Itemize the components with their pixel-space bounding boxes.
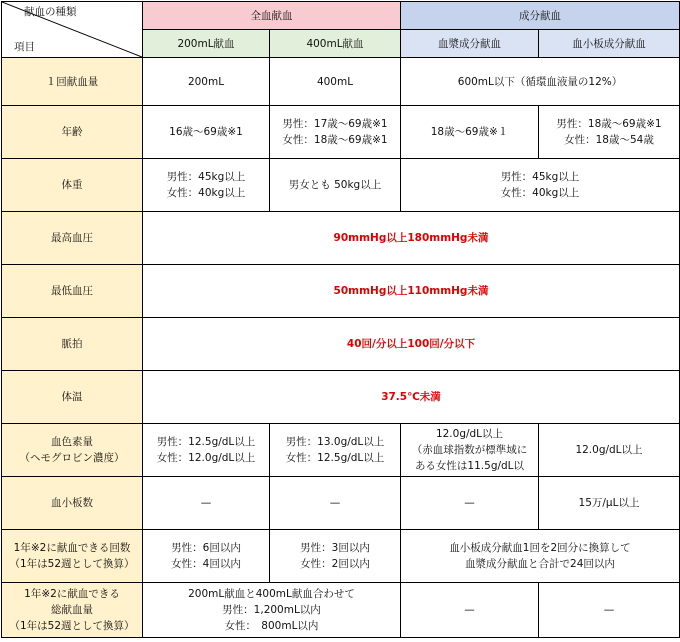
donation-type-heading: 献血の種類 <box>24 6 77 18</box>
header-corner-cell <box>2 2 143 58</box>
table-row <box>2 212 680 265</box>
table-row <box>2 318 680 371</box>
cell-value: 200mL <box>143 58 270 106</box>
cell-value: 400mL <box>270 58 401 106</box>
row-label: １回献血量 <box>2 58 143 106</box>
header-400ml: 400mL献血 <box>270 30 401 58</box>
table-row <box>2 371 680 424</box>
row-label: 血色素量 （ヘモグロビン濃度） <box>2 424 143 477</box>
cell-value: 男女とも 50kg以上 <box>270 159 401 212</box>
cell-value: — <box>143 477 270 530</box>
row-label: 脈拍 <box>2 318 143 371</box>
table-row <box>2 58 680 106</box>
row-label: 年齢 <box>2 106 143 159</box>
whole-blood-header: 全血献血 <box>143 2 401 30</box>
cell-value: — <box>539 583 680 638</box>
table-row <box>2 159 680 212</box>
cell-value: 男性：17歳～69歳※1 女性：18歳～69歳※1 <box>270 106 401 159</box>
cell-value: 12.0g/dL以上 （赤血球指数が標準域に ある女性は11.5g/dL以 <box>401 424 539 477</box>
cell-value: 90mmHg以上180mmHg未満 <box>143 212 680 265</box>
table-row <box>2 583 680 638</box>
row-label: 1年※2に献血できる回数 （1年は52週として換算） <box>2 530 143 583</box>
header-plasma: 血漿成分献血 <box>401 30 539 58</box>
table-row <box>2 106 680 159</box>
cell-value: — <box>401 583 539 638</box>
header-200ml: 200mL献血 <box>143 30 270 58</box>
cell-value: 50mmHg以上110mmHg未満 <box>143 265 680 318</box>
row-label: 最高血圧 <box>2 212 143 265</box>
cell-value: 200mL献血と400mL献血合わせて 男性：1,200mL以内 女性： 800mL以内 <box>143 583 401 638</box>
item-heading: 項目 <box>14 41 35 53</box>
cell-value: 男性：3回以内 女性：2回以内 <box>270 530 401 583</box>
cell-value: — <box>270 477 401 530</box>
component-header: 成分献血 <box>401 2 680 30</box>
cell-value: 男性：13.0g/dL以上 女性：12.5g/dL以上 <box>270 424 401 477</box>
table-row <box>2 265 680 318</box>
row-label: 血小板数 <box>2 477 143 530</box>
cell-value: — <box>401 477 539 530</box>
cell-value: 男性：18歳～69歳※1 女性：18歳～54歳 <box>539 106 680 159</box>
cell-value: 40回/分以上100回/分以下 <box>143 318 680 371</box>
row-label: 最低血圧 <box>2 265 143 318</box>
cell-value: 男性：6回以内 女性：4回以内 <box>143 530 270 583</box>
cell-value: 男性：45kg以上 女性：40kg以上 <box>143 159 270 212</box>
table-row <box>2 424 680 477</box>
cell-value: 血小板成分献血1回を2回分に換算して 血漿成分献血と合計で24回以内 <box>401 530 680 583</box>
cell-value: 男性：12.5g/dL以上 女性：12.0g/dL以上 <box>143 424 270 477</box>
cell-value: 男性：45kg以上 女性：40kg以上 <box>401 159 680 212</box>
table-row <box>2 530 680 583</box>
cell-value: 18歳～69歳※１ <box>401 106 539 159</box>
row-label: 体重 <box>2 159 143 212</box>
row-label: 体温 <box>2 371 143 424</box>
row-label: 1年※2に献血できる 総献血量 （1年は52週として換算） <box>2 583 143 638</box>
cell-value: 15万/μL以上 <box>539 477 680 530</box>
cell-value: 37.5℃未満 <box>143 371 680 424</box>
blood-donation-criteria-table <box>1 1 680 638</box>
cell-value: 12.0g/dL以上 <box>539 424 680 477</box>
cell-value: 16歳～69歳※1 <box>143 106 270 159</box>
table-row <box>2 477 680 530</box>
header-platelet: 血小板成分献血 <box>539 30 680 58</box>
cell-value: 600mL以下（循環血液量の12%） <box>401 58 680 106</box>
